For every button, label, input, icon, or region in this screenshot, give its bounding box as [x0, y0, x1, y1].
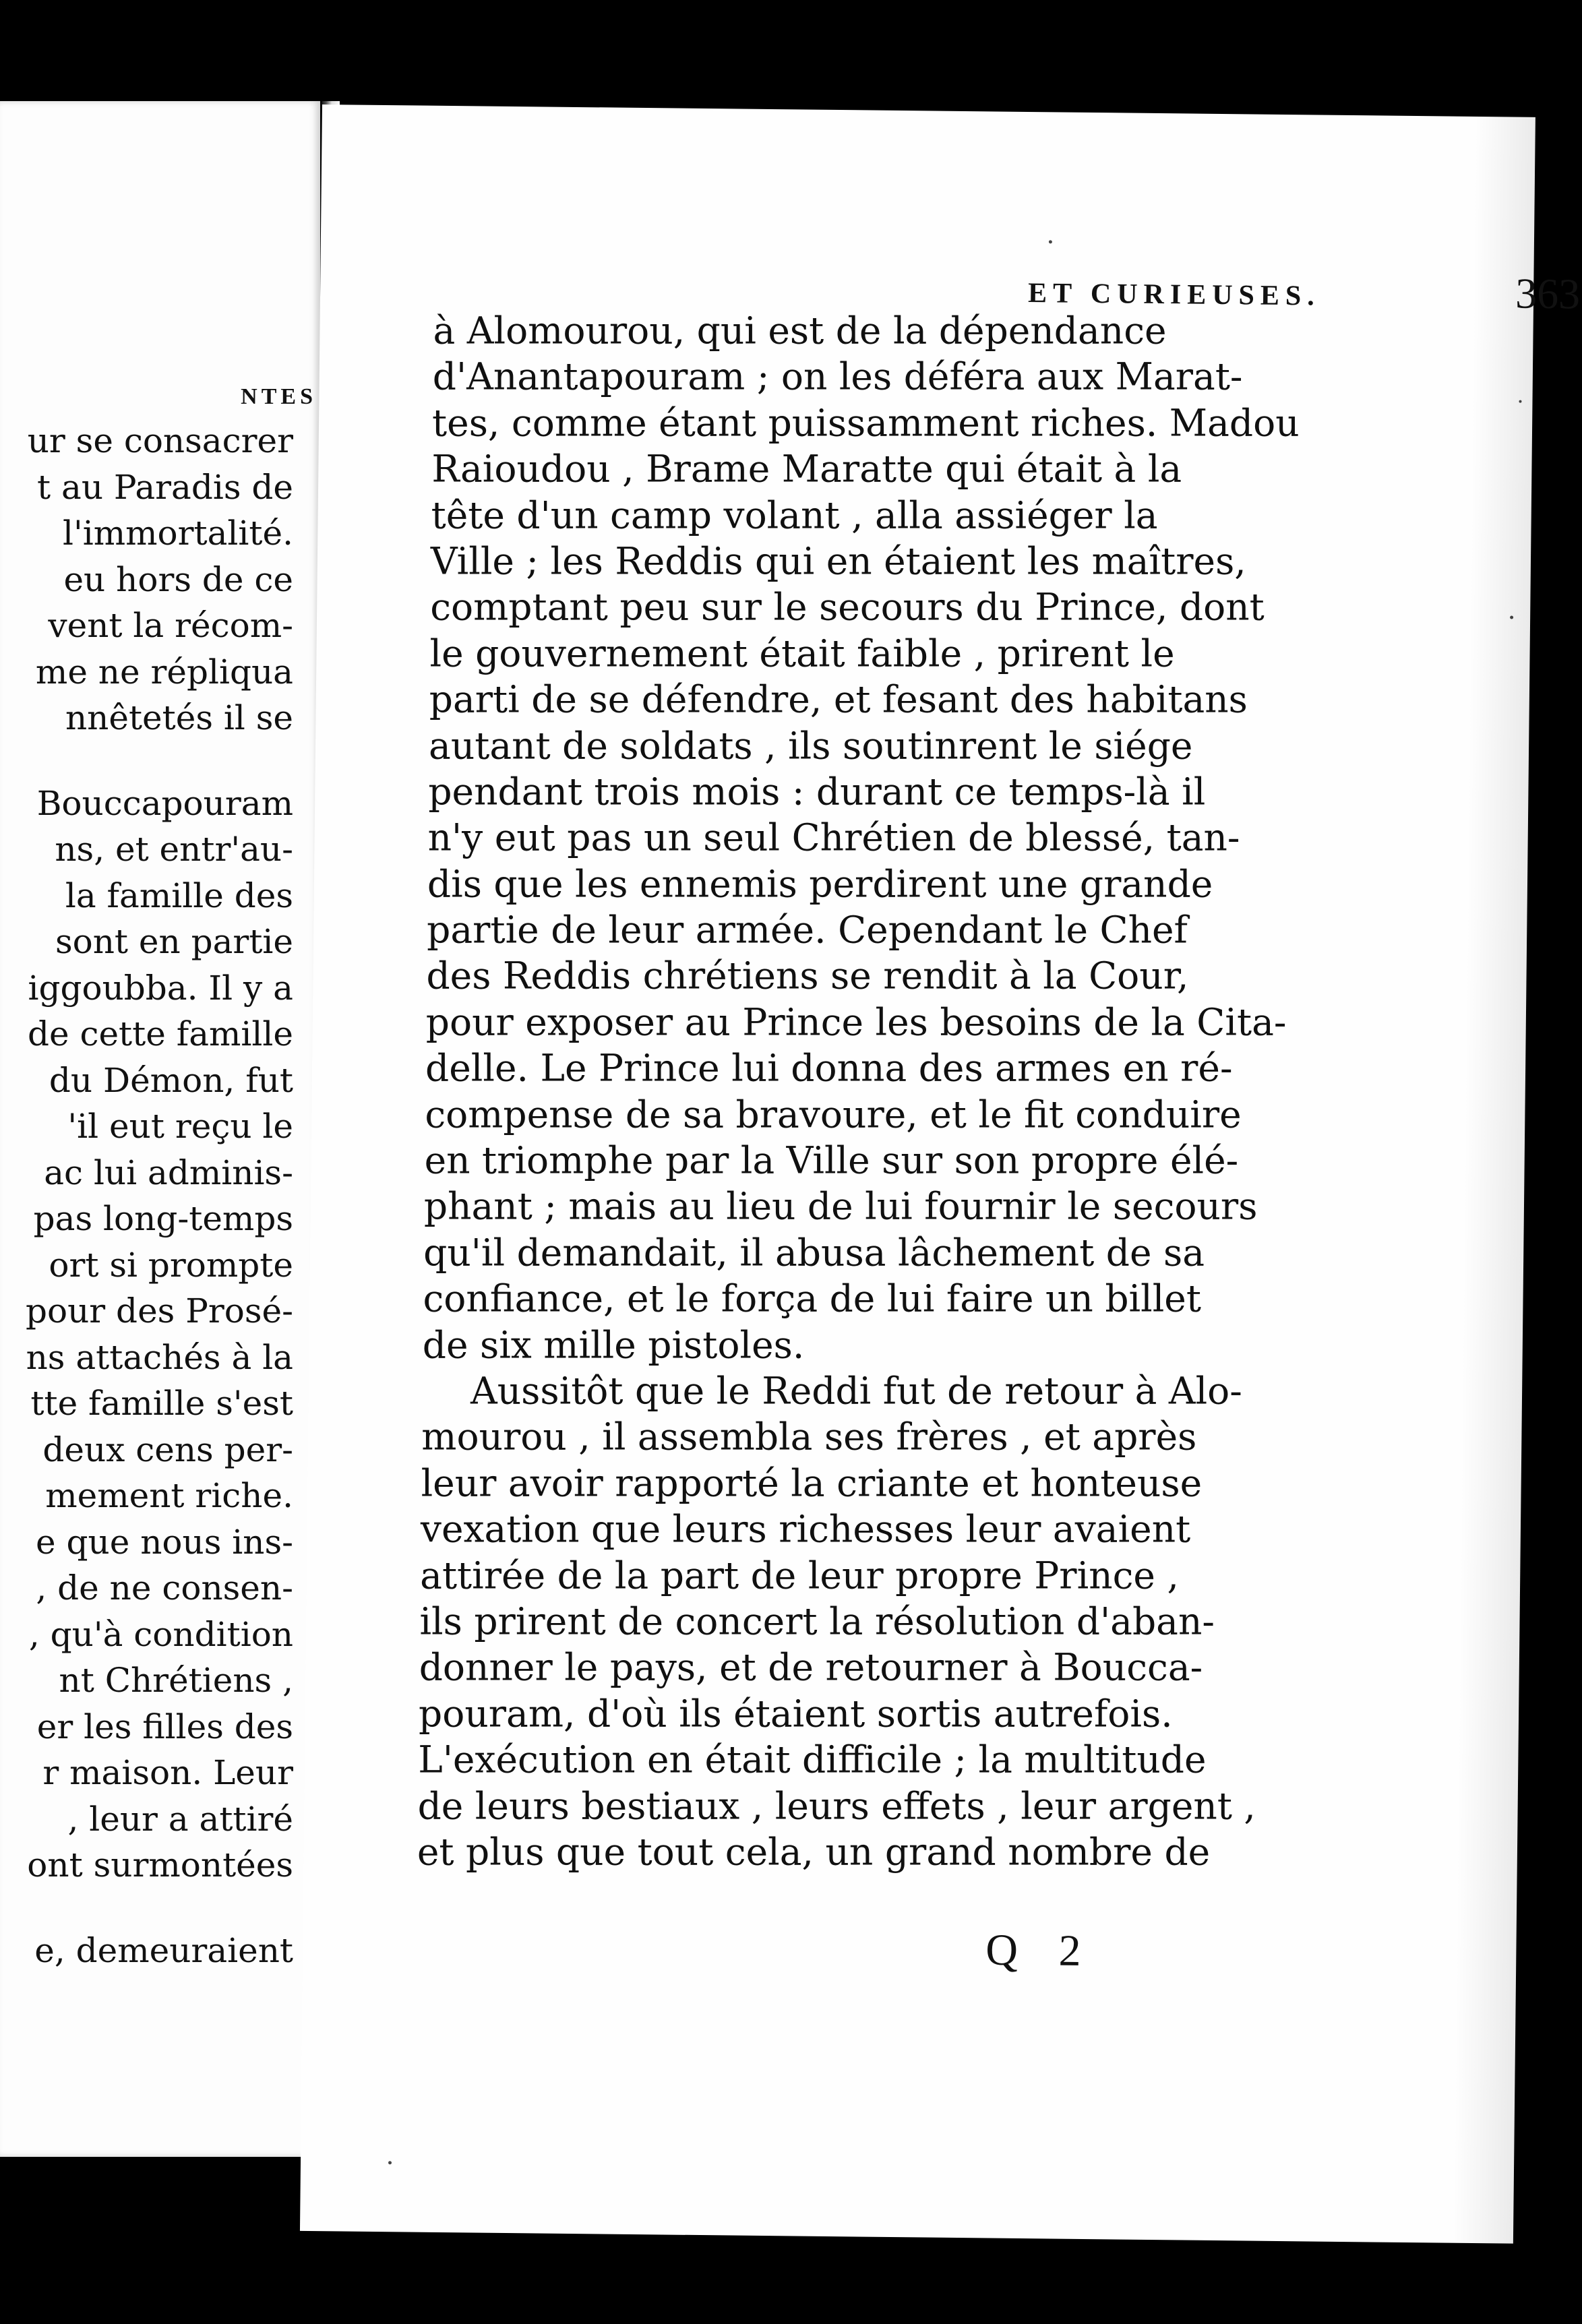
left-text-line: nt Chrétiens ,: [59, 1661, 293, 1700]
body-text-line: Ville ; les Reddis qui en étaient les maîtres,: [430, 539, 1246, 583]
body-text-line: Raioudou , Brame Maratte qui était à la: [431, 447, 1182, 491]
left-text-line: 'il eut reçu le: [67, 1107, 293, 1146]
left-text-line: [0, 1889, 293, 1928]
left-text-line: me ne répliqua: [35, 652, 293, 692]
left-page: [0, 101, 320, 2157]
left-text-line: la famille des: [65, 876, 293, 915]
left-text-line: t au Paradis de: [37, 467, 293, 507]
signature-mark: Q 2: [985, 1925, 1096, 1976]
body-text-line: confiance, et le força de lui faire un billet: [423, 1277, 1201, 1320]
left-text-line: e, demeuraient: [34, 1930, 293, 1970]
body-text-line: partie de leur armée. Cependant le Chef: [427, 908, 1188, 952]
body-text-line: phant ; mais au lieu de lui fournir le secours: [423, 1185, 1258, 1229]
body-text-line: n'y eut pas un seul Chrétien de blessé, tan-: [427, 816, 1240, 859]
body-text-line: leur avoir rapporté la criante et honteuse: [421, 1461, 1203, 1505]
right-page: [300, 104, 1581, 2244]
left-text-line: eu hors de ce: [63, 559, 293, 599]
body-text-line: comptant peu sur le secours du Prince, dont: [430, 586, 1265, 630]
left-text-line: ns, et entr'au-: [55, 830, 293, 869]
body-text-line: autant de soldats , ils soutinrent le siége: [429, 724, 1193, 768]
left-text-line: iggoubba. Il y a: [28, 968, 293, 1008]
left-text-line: , leur a attiré: [67, 1799, 293, 1839]
left-text-line: nnêtetés il se: [65, 698, 293, 737]
body-text-line: parti de se défendre, et fesant des habitans: [429, 677, 1248, 721]
body-text-line: pendant trois mois : durant ce temps-là il: [428, 770, 1206, 814]
body-text-line: vexation que leurs richesses leur avaient: [420, 1507, 1191, 1551]
left-running-head: NTES: [241, 384, 317, 409]
left-text-line: du Démon, fut: [49, 1060, 293, 1100]
body-text-line: attirée de la part de leur propre Prince ,: [420, 1554, 1179, 1597]
ink-speck: [388, 2161, 392, 2164]
body-text-line: en triomphe par la Ville sur son propre élé-: [424, 1138, 1239, 1182]
body-text-line: d'Anantapouram ; on les déféra aux Marat-: [432, 355, 1243, 399]
body-text-line: de six mille pistoles.: [422, 1323, 805, 1367]
ink-speck: [1049, 240, 1052, 243]
body-text-line: des Reddis chrétiens se rendit à la Cour,: [426, 954, 1189, 998]
left-text-line: ort si prompte: [49, 1245, 293, 1285]
body-text-line: tête d'un camp volant , alla assiéger la: [431, 493, 1158, 537]
body-text-line: delle. Le Prince lui donna des armes en ré-: [425, 1046, 1233, 1090]
left-text-line: , qu'à condition: [28, 1614, 293, 1654]
body-text-line: dis que les ennemis perdirent une grande: [427, 862, 1213, 906]
left-text-line: [0, 741, 293, 781]
body-text-line: le gouvernement était faible , prirent le: [429, 632, 1175, 675]
left-text-line: tte famille s'est: [30, 1384, 293, 1423]
body-text-line: et plus que tout cela, un grand nombre de: [417, 1830, 1211, 1874]
body-text-line: Aussitôt que le Reddi fut de retour à Alo-: [470, 1369, 1242, 1413]
left-text-line: er les filles des: [36, 1707, 293, 1746]
body-text-line: ils prirent de concert la résolution d'aban-: [419, 1599, 1215, 1643]
body-text-line: à Alomourou, qui est de la dépendance: [433, 309, 1167, 353]
body-text-line: pour exposer au Prince les besoins de la Cita-: [425, 1000, 1287, 1044]
ink-speck: [1519, 400, 1521, 403]
left-text-line: pas long-temps: [33, 1199, 293, 1238]
body-text-line: pouram, d'où ils étaient sortis autrefois.: [419, 1692, 1173, 1736]
left-text-block: [0, 418, 293, 1974]
left-text-line: sont en partie: [55, 922, 293, 961]
body-text-line: mourou , il assembla ses frères , et après: [421, 1415, 1197, 1459]
right-text-block: [417, 308, 1484, 1886]
body-text-line: L'exécution en était difficile ; la multitude: [418, 1738, 1207, 1781]
left-text-line: de cette famille: [27, 1014, 293, 1053]
left-text-line: r maison. Leur: [42, 1753, 293, 1792]
left-text-line: deux cens per-: [42, 1430, 293, 1469]
left-text-line: ac lui adminis-: [44, 1153, 293, 1192]
left-text-line: l'immortalité.: [62, 514, 293, 553]
left-text-line: ont surmontées: [27, 1845, 293, 1885]
left-text-line: pour des Prosé-: [25, 1291, 293, 1331]
left-text-line: ns attachés à la: [26, 1337, 293, 1377]
right-running-head: ET CURIEUSES.: [1027, 277, 1321, 312]
left-text-line: , de ne consen-: [36, 1568, 293, 1608]
page-number: 363: [1515, 269, 1581, 318]
left-text-line: Bouccapouram: [36, 783, 293, 823]
body-text-line: donner le pays, et de retourner à Boucca-: [419, 1645, 1203, 1689]
body-text-line: qu'il demandait, il abusa lâchement de sa: [423, 1231, 1205, 1275]
body-text-line: compense de sa bravoure, et le fit conduire: [425, 1093, 1242, 1136]
left-text-line: vent la récom-: [48, 606, 293, 645]
ink-speck: [1510, 615, 1513, 619]
left-text-line: ur se consacrer: [27, 421, 293, 460]
left-text-line: mement riche.: [45, 1476, 293, 1515]
body-text-line: tes, comme étant puissamment riches. Madou: [432, 401, 1300, 445]
body-text-line: de leurs bestiaux , leurs effets , leur argent ,: [417, 1784, 1256, 1828]
left-text-line: e que nous ins-: [36, 1522, 293, 1562]
